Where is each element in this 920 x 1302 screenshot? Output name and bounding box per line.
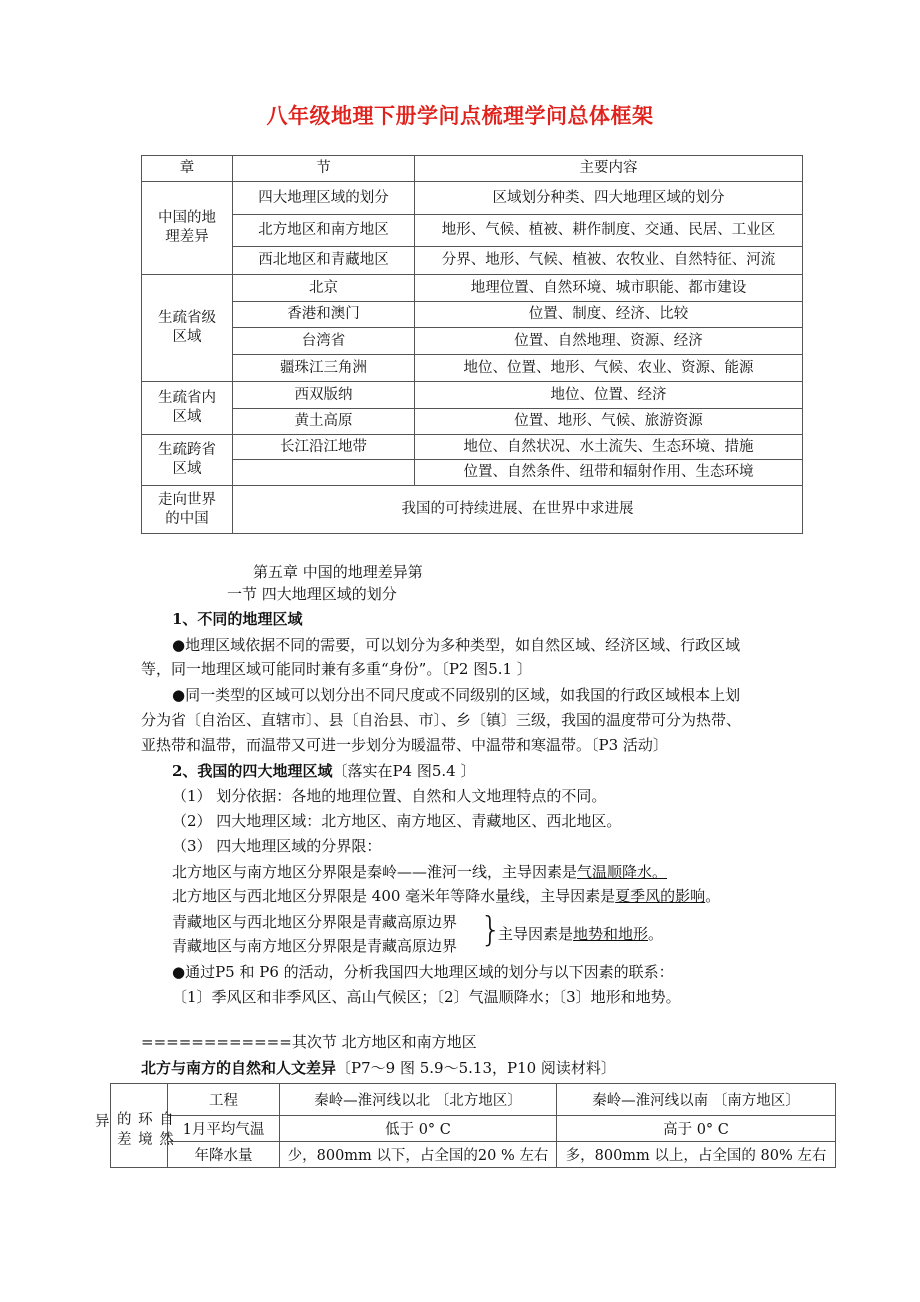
content-cell: 地形、气候、植被、耕作制度、交通、民居、工业区 [415,215,803,247]
item-cell: 1月平均气温 [168,1116,280,1142]
section-cell: 长江沿江地带 [233,435,415,460]
section-cell: 黄土高原 [233,409,415,435]
section-2-title-line [172,759,475,784]
document-title: 八年级地理下册学问点梳理学问总体框架 [266,103,654,128]
side-label: 的 环 自 [117,1111,175,1128]
section-cell: 北方地区和南方地区 [233,215,415,247]
chapter-cell: 生疏跨省区域 [142,435,233,486]
boundary-text: 北方地区与西北地区分界限是 400 毫米年等降水量线，主导因素是 [172,887,616,905]
section-1-title: 1、不同的地理区域 [172,610,303,628]
section-cell: 香港和澳门 [233,302,415,328]
boundary-line: 青藏地区与南方地区分界限是青藏高原边界 [172,937,458,955]
table-row [142,435,803,460]
section-cell: 四大地理区域的划分 [233,182,415,215]
section-cell: 北京 [233,275,415,302]
item-cell: 年降水量 [168,1142,280,1168]
table-row [142,328,803,355]
paragraph: 〔1〕季风区和非季风区、高山气候区；〔2〕气温顺降水；〔3〕地形和地势。 [172,988,681,1006]
chapter-heading-line2: 一节 四大地理区域的划分 [227,585,397,603]
south-cell: 多，800mm 以上，占全国的 80% 左右 [557,1142,836,1168]
brace-factor: 地势和地形 [573,925,649,943]
table-row [142,275,803,302]
content-cell: 地位、位置、经济 [415,382,803,409]
header-content: 主要内容 [415,156,803,182]
section-2-title: 2、我国的四大地理区域 [172,762,333,780]
chapter-cell: 走向世界的中国 [142,486,233,534]
list-item: （3） 四大地理区域的分界限： [172,837,382,855]
table-row [142,460,803,486]
content-cell: 我国的可持续进展、在世界中求进展 [233,486,803,534]
content-cell: 分界、地形、气候、植被、农牧业、自然特征、河流 [415,247,803,275]
header-north: 秦岭—淮河线以北 〔北方地区〕 [280,1084,557,1116]
boundary-line: 青藏地区与西北地区分界限是青藏高原边界 [172,913,458,931]
section-2-ref: 〔落实在P4 图5.4 〕 [332,762,476,780]
south-cell: 高于 0° C [557,1116,836,1142]
table-row [142,247,803,275]
chapter-cell: 生疏省内区域 [142,382,233,435]
brace-end: 。 [648,925,664,943]
paragraph: ●通过P5 和 P6 的活动，分析我国四大地理区域的划分与以下因素的联系： [172,963,674,981]
section-2-subtitle-ref: 〔P7～9 图 5.9～5.13，P10 阅读材料〕 [336,1059,616,1077]
chapter-cell: 生疏省级区域 [142,275,233,382]
paragraph: 等，同一地理区域可能同时兼有多重“身份”。〔P2 图5.1 〕 [141,660,532,678]
section-cell: 疆珠江三角洲 [233,355,415,382]
table-header-row [142,156,803,182]
boundary-line [172,884,720,909]
header-south: 秦岭—淮河线以南 〔南方地区〕 [557,1084,836,1116]
section-cell: 台湾省 [233,328,415,355]
table-header-row [111,1084,836,1116]
content-cell: 地理位置、自然环境、城市职能、都市建设 [415,275,803,302]
table-row [142,302,803,328]
brace-text: 主导因素是 [498,925,574,943]
section-2-subtitle: 北方与南方的自然和人文差异 [141,1059,337,1077]
side-label: 异 [95,1113,110,1130]
table-row [142,182,803,215]
boundary-end: 。 [705,887,721,905]
content-cell: 位置、地形、气候、旅游资源 [415,409,803,435]
content-cell: 位置、自然条件、纽带和辐射作用、生态环境 [415,460,803,486]
framework-table [141,155,803,534]
section-cell: 西北地区和青藏地区 [233,247,415,275]
paragraph: ●同一类型的区域可以划分出不同尺度或不同级别的区域，如我国的行政区域根本上划 [172,686,741,704]
chapter-cell: 中国的地理差异 [142,182,233,275]
side-label-cell [95,1111,175,1168]
side-label: 差 境 然 [117,1131,175,1148]
table-row [142,355,803,382]
content-cell: 地位、位置、地形、气候、农业、资源、能源 [415,355,803,382]
table-row [111,1142,836,1168]
boundary-factor: 气温顺降水。 [577,863,668,881]
table-row [142,382,803,409]
list-item: （1） 划分依据：各地的地理位置、自然和人文地理特点的不同。 [172,787,607,805]
content-cell: 位置、自然地理、资源、经济 [415,328,803,355]
north-south-table [95,1083,836,1168]
header-chapter: 章 [142,156,233,182]
header-item: 工程 [168,1084,280,1116]
section-cell [233,460,415,486]
brace-factor-line [498,922,663,947]
paragraph: 亚热带和温带，而温带又可进一步划分为暖温带、中温带和寒温带。〔P3 活动〕 [141,736,668,754]
paragraph: ●地理区域依据不同的需要，可以划分为多种类型，如自然区域、经济区域、行政区域 [172,636,741,654]
chapter-heading-line1: 第五章 中国的地理差异第 [253,563,423,581]
table-row [142,409,803,435]
list-item: （2） 四大地理区域：北方地区、南方地区、青藏地区、西北地区。 [172,812,622,830]
content-cell: 地位、自然状况、水土流失、生态环境、措施 [415,435,803,460]
header-section: 节 [233,156,415,182]
brace-symbol: } [480,910,502,950]
north-cell: 低于 0° C [280,1116,557,1142]
boundary-factor: 夏季风的影响 [615,887,706,905]
section-2-subtitle-line [141,1056,616,1081]
north-cell: 少，800mm 以下，占全国的20 % 左右 [280,1142,557,1168]
section-2-heading: ============其次节 北方地区和南方地区 [141,1033,477,1051]
table-row [142,486,803,534]
paragraph: 分为省〔自治区、直辖市〕、县〔自治县、市〕、乡〔镇〕三级，我国的温度带可分为热带、 [141,711,742,729]
boundary-line [172,860,667,885]
content-cell: 区域划分种类、四大地理区域的划分 [415,182,803,215]
section-cell: 西双版纳 [233,382,415,409]
table-row [142,215,803,247]
boundary-text: 北方地区与南方地区分界限是秦岭——淮河一线，主导因素是 [172,863,578,881]
table-row [111,1116,836,1142]
content-cell: 位置、制度、经济、比较 [415,302,803,328]
